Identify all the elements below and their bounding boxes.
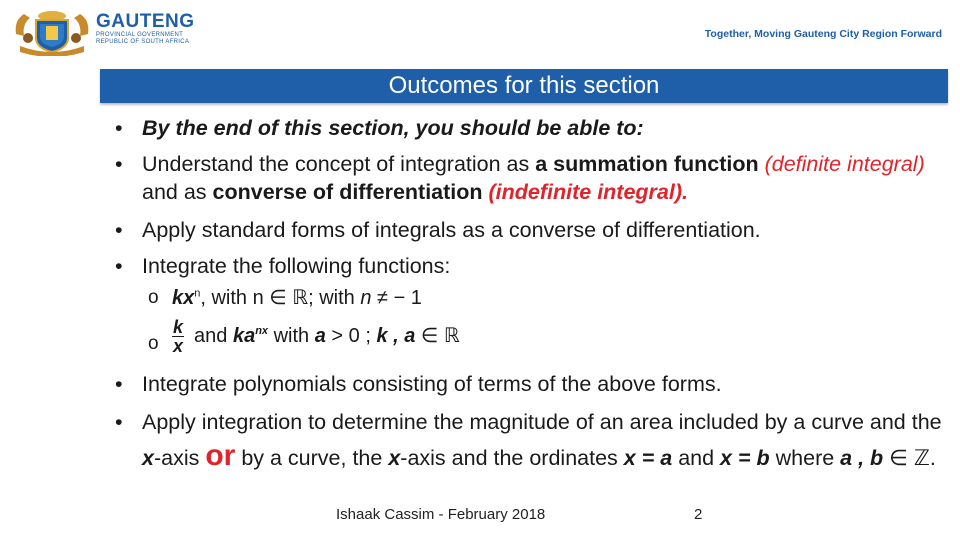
red-phrase: (indefinite integral).	[488, 180, 688, 204]
bullet-item	[110, 252, 950, 284]
bullet-text: Understand the concept of integration as	[142, 152, 536, 176]
fraction-denominator: x	[173, 336, 184, 356]
math-exponent: nx	[255, 325, 269, 338]
bullet-dot-icon: •	[115, 152, 123, 176]
sub-text: , with n ∈ ℝ; with	[200, 287, 361, 309]
circle-bullet-icon: o	[148, 333, 159, 354]
math-var: a	[314, 324, 326, 347]
gauteng-logo	[10, 8, 200, 58]
coat-of-arms-icon	[10, 8, 94, 56]
circle-bullet-icon: o	[148, 287, 159, 308]
sub-bullet-item	[110, 318, 950, 370]
sub-text: > 0 ;	[325, 324, 377, 347]
math-var: x	[388, 446, 401, 470]
sub-bullet-item	[110, 284, 950, 318]
bullet-item	[110, 370, 950, 406]
bullet-item	[110, 150, 950, 216]
bullet-dot-icon: •	[115, 218, 123, 242]
bullet-dot-icon: •	[115, 254, 123, 278]
math-var: b	[756, 446, 770, 470]
sub-text: and	[194, 324, 233, 347]
bullet-text: where	[769, 446, 841, 470]
bullet-text: Integrate the following functions:	[142, 254, 451, 278]
bullet-item	[110, 114, 950, 150]
math-term: kx	[172, 287, 195, 309]
brand-block	[96, 12, 195, 46]
bullet-text: Integrate polynomials consisting of terms of the above forms.	[142, 372, 722, 396]
bullet-text: Apply integration to determine the magnitude of an area included by a curve and the	[142, 410, 942, 434]
bullet-item	[110, 216, 950, 252]
bullet-dot-icon: •	[115, 116, 123, 140]
math-var: k , a	[376, 324, 416, 347]
fraction-numerator: k	[173, 317, 184, 337]
math-var: a , b	[840, 446, 884, 470]
bold-phrase: a summation function	[535, 152, 759, 176]
tagline: Together, Moving Gauteng City Region Forward	[704, 28, 942, 40]
bullet-text: -axis and the ordinates	[400, 446, 624, 470]
page-number: 2	[694, 506, 703, 523]
slide-title: Outcomes for this section	[388, 72, 660, 99]
sub-text: ≠ − 1	[371, 287, 422, 309]
fraction	[172, 318, 184, 355]
footer-author: Ishaak Cassim - February 2018	[336, 506, 546, 523]
bullet-text: and as	[142, 180, 213, 204]
brand-sub-line-2: REPUBLIC OF SOUTH AFRICA	[96, 39, 190, 45]
bullet-text: ∈ ℤ.	[883, 446, 936, 470]
or-emphasis: or	[205, 439, 236, 472]
brand-name: GAUTENG	[96, 11, 195, 32]
red-phrase: (definite integral)	[764, 152, 925, 176]
bullet-text: Apply standard forms of integrals as a converse of differentiation.	[142, 218, 761, 242]
bullet-dot-icon: •	[115, 372, 123, 396]
bullet-text: -axis	[153, 446, 206, 470]
math-var: n	[360, 287, 372, 309]
math-exponent: n	[194, 287, 201, 300]
math-var: a	[660, 446, 673, 470]
brand-sub-line-1: PROVINCIAL GOVERNMENT	[96, 32, 184, 38]
sub-text: with	[268, 324, 315, 347]
bullet-text: and	[672, 446, 721, 470]
math-term: ka	[232, 324, 256, 347]
bold-phrase: converse of differentiation	[212, 180, 483, 204]
math-expr: x =	[623, 446, 661, 470]
bullet-list	[110, 114, 950, 475]
title-band	[100, 69, 948, 103]
math-var: x	[142, 446, 154, 470]
bullet-item	[110, 406, 952, 475]
bullet-dot-icon: •	[115, 410, 123, 434]
math-expr: x =	[720, 446, 757, 470]
sub-text: ∈ ℝ	[415, 324, 460, 347]
bullet-text: by a curve, the	[235, 446, 389, 470]
bullet-text: By the end of this section, you should be able to:	[142, 116, 644, 140]
